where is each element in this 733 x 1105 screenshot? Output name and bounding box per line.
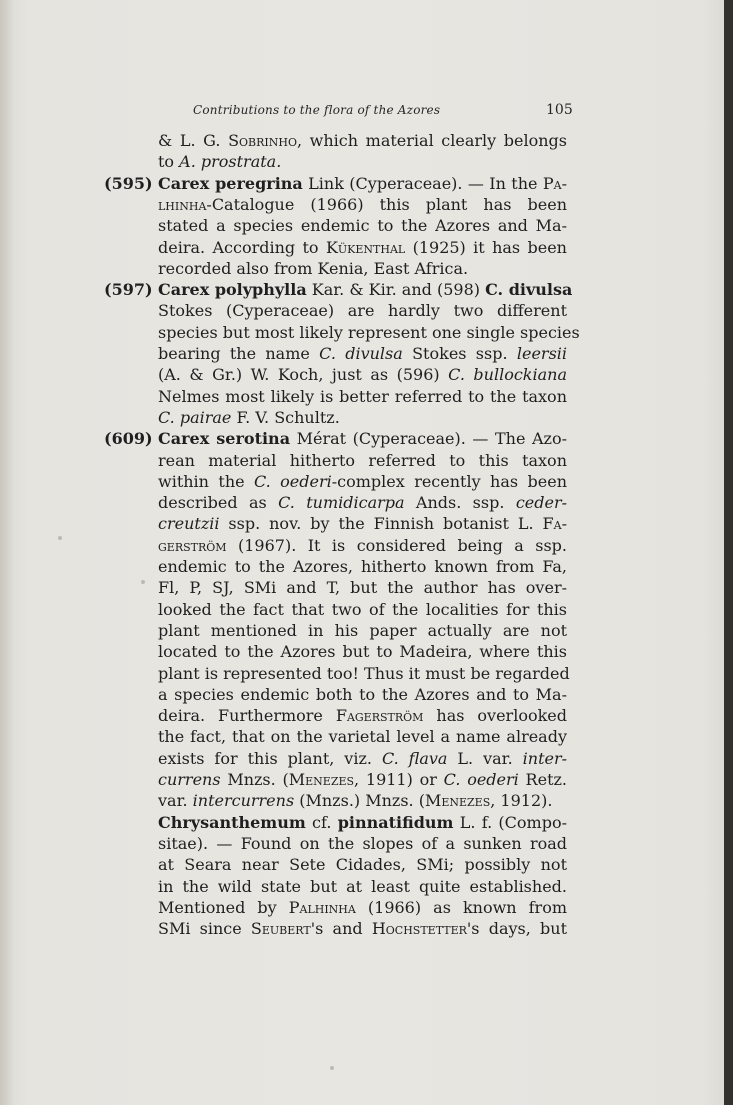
text-line: [158, 174, 567, 194]
author-name: lhinha: [158, 195, 207, 214]
text-run: Mentioned by: [158, 898, 289, 917]
text-line: [158, 195, 567, 215]
entry-number: (597): [104, 280, 153, 299]
italic-term: C. divulsa: [319, 344, 403, 363]
text-run: var.: [158, 791, 193, 810]
text-run: (1925) it has been: [405, 238, 567, 257]
text-line: [158, 685, 567, 705]
text-run: SMi since: [158, 919, 251, 938]
text-run: (Mnzs.) Mnzs. (: [294, 791, 425, 810]
text-run: in the wild state but at least quite established.: [158, 877, 567, 896]
text-line: [158, 877, 567, 897]
author-name: Kükenthal: [325, 238, 406, 257]
text-line: [158, 344, 567, 364]
text-run: recorded also from Kenia, East Africa.: [158, 259, 469, 278]
text-line: [158, 472, 567, 492]
text-run: species but most likely represent one single species: [158, 323, 580, 342]
text-line: [158, 131, 567, 151]
text-line: [158, 770, 567, 790]
author-name: Pa-: [542, 174, 567, 193]
text-run: (A. & Gr.) W. Koch, just as (596): [158, 365, 449, 384]
text-run: 's and: [310, 919, 372, 938]
text-run: looked the fact that two of the localities for this: [158, 600, 567, 619]
text-line: [158, 791, 567, 811]
page-number: 105: [546, 102, 573, 118]
text-run: sitae). — Found on the slopes of a sunken road: [158, 834, 567, 853]
text-run: Nelmes most likely is better referred to the taxon: [158, 387, 567, 406]
text-line: [158, 834, 567, 854]
text-run: Mnzs. (: [220, 770, 289, 789]
text-run: deira. Furthermore: [158, 706, 336, 725]
italic-term: A. prostrata.: [179, 152, 282, 171]
text-run: (1966) as known from: [355, 898, 567, 917]
entry-number: (609): [104, 429, 153, 448]
text-run: the fact, that on the varietal level a name already: [158, 727, 567, 746]
text-line: [158, 813, 567, 833]
author-name: Fa-: [542, 514, 567, 533]
text-run: , 1911) or: [354, 770, 444, 789]
text-line: [158, 578, 567, 598]
text-run: Fl, P, SJ, SMi and T, but the author has over-: [158, 578, 567, 597]
text-run: cf.: [305, 813, 338, 832]
italic-term: leersii: [516, 344, 568, 363]
italic-term: ceder-: [515, 493, 568, 512]
text-run: (1967). It is considered being a ssp.: [226, 536, 567, 555]
text-line: [158, 408, 567, 428]
text-run: & L. G.: [158, 131, 229, 150]
text-line: [158, 898, 567, 918]
author-name: Palhinha: [288, 898, 356, 917]
text-line: [158, 365, 567, 385]
text-run: a species endemic both to the Azores and to Ma-: [158, 685, 567, 704]
italic-term: C. oederi: [254, 472, 332, 491]
text-line: [158, 238, 567, 258]
text-run: has overlooked: [423, 706, 567, 725]
entry-number: (595): [104, 174, 153, 193]
italic-term: inter-: [522, 749, 568, 768]
text-line: [158, 429, 567, 449]
text-line: [158, 600, 567, 620]
text-line: [158, 557, 567, 577]
text-line: [158, 621, 567, 641]
taxon-name: Chrysanthemum: [158, 813, 306, 832]
text-run: to: [158, 152, 180, 171]
text-line: [158, 749, 567, 769]
text-run: bearing the name: [158, 344, 320, 363]
text-run: deira. According to: [158, 238, 326, 257]
text-run: ssp. nov. by the Finnish botanist L.: [219, 514, 543, 533]
text-run: -complex recently has been: [331, 472, 567, 491]
text-run: Kar. & Kir. and (598): [306, 280, 486, 299]
text-line: [158, 664, 570, 684]
text-run: -Catalogue (1966) this plant has been: [206, 195, 567, 214]
page-gutter-shadow: [0, 0, 14, 1105]
text-line: [158, 642, 567, 662]
italic-term: creutzii: [158, 514, 220, 533]
text-line: [158, 280, 573, 300]
taxon-name: Carex polyphylla: [158, 280, 307, 299]
taxon-name: Carex serotina: [158, 429, 291, 448]
taxon-name: Carex peregrina: [158, 174, 303, 193]
author-name: Hochstetter: [371, 919, 467, 938]
text-line: [158, 259, 567, 279]
text-line: [158, 323, 580, 343]
italic-term: C. flava: [381, 749, 448, 768]
text-line: [158, 387, 567, 407]
text-line: [158, 301, 567, 321]
author-name: gerström: [158, 536, 227, 555]
italic-term: C. bullockiana: [448, 365, 567, 384]
text-run: Link (Cyperaceae). — In the: [302, 174, 543, 193]
text-run: stated a species endemic to the Azores and Ma-: [158, 216, 567, 235]
text-run: Stokes (Cyperaceae) are hardly two different: [158, 301, 567, 320]
author-name: Seubert: [250, 919, 311, 938]
show-through-mark: [141, 580, 145, 584]
text-run: Ands. ssp.: [404, 493, 516, 512]
text-line: [158, 216, 567, 236]
text-line: [158, 536, 567, 556]
italic-term: C. pairae: [158, 408, 232, 427]
italic-term: C. tumidicarpa: [278, 493, 405, 512]
text-line: [158, 514, 567, 534]
text-run: rean material hitherto referred to this taxon: [158, 451, 567, 470]
text-line: [158, 727, 567, 747]
text-run: Stokes ssp.: [402, 344, 517, 363]
author-name: Menezes: [424, 791, 491, 810]
text-line: [158, 919, 567, 939]
italic-term: C. oederi: [443, 770, 519, 789]
italic-term: intercurrens: [192, 791, 295, 810]
text-run: F. V. Schultz.: [231, 408, 340, 427]
author-name: Sobrinho: [228, 131, 297, 150]
text-run: described as: [158, 493, 279, 512]
author-name: Menezes: [288, 770, 355, 789]
text-run: , 1912).: [490, 791, 553, 810]
page-edge: [724, 0, 733, 1105]
text-run: 's days, but: [466, 919, 567, 938]
text-run: endemic to the Azores, hitherto known from Fa,: [158, 557, 567, 576]
author-name: Fagerström: [335, 706, 424, 725]
text-line: [158, 706, 567, 726]
text-line: [158, 451, 567, 471]
text-run: plant mentioned in his paper actually are not: [158, 621, 567, 640]
show-through-mark: [330, 1066, 334, 1070]
text-run: at Seara near Sete Cidades, SMi; possibly not: [158, 855, 567, 874]
taxon-name: C. divulsa: [485, 280, 573, 299]
running-head: Contributions to the flora of the Azores: [193, 103, 441, 117]
text-run: Mérat (Cyperaceae). — The Azo-: [290, 429, 567, 448]
italic-term: currens: [158, 770, 221, 789]
text-run: L. f. (Compo-: [453, 813, 567, 832]
text-run: located to the Azores but to Madeira, where this: [158, 642, 567, 661]
taxon-name: pinnatifidum: [337, 813, 454, 832]
text-line: [158, 493, 567, 513]
show-through-mark: [58, 536, 62, 540]
text-run: within the: [158, 472, 254, 491]
text-run: Retz.: [518, 770, 568, 789]
text-run: L. var.: [447, 749, 523, 768]
text-run: exists for this plant, viz.: [158, 749, 382, 768]
text-run: plant is represented too! Thus it must be regarded: [158, 664, 570, 683]
text-line: [158, 855, 567, 875]
text-run: , which material clearly belongs: [297, 131, 568, 150]
text-line: [158, 152, 567, 172]
